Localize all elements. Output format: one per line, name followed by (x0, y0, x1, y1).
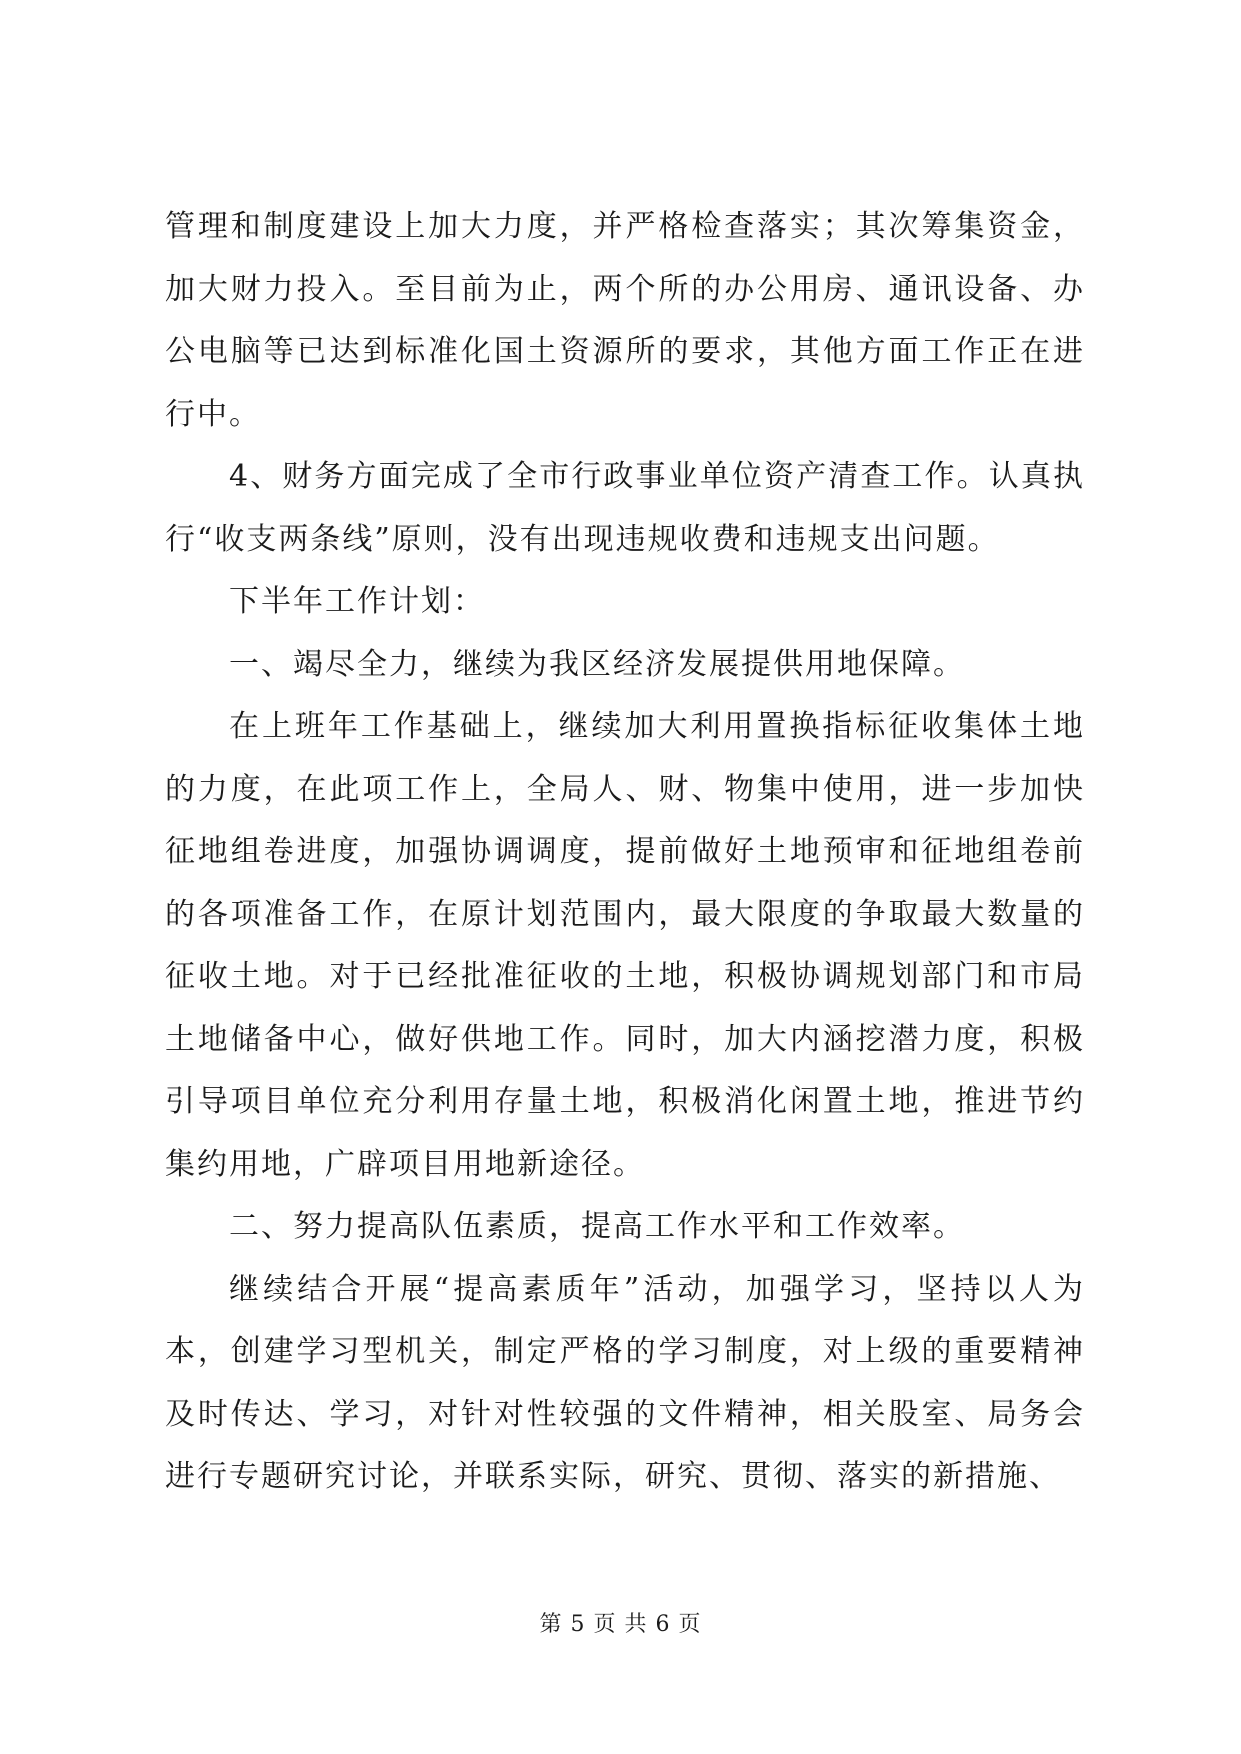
page-number-footer: 第 5 页 共 6 页 (539, 1612, 702, 1637)
paragraph-5: 在上班年工作基础上，继续加大利用置换指标征收集体土地的力度，在此项工作上，全局人、财、物集中使用，进一步加快征地组卷进度，加强协调调度，提前做好土地预审和征地组卷前的各项准备工作，在原计划范围内，最大限度的争取最大数量的征收土地。对于已经批准征收的土地，积极协调规划部门和市局土地储备中心，做好供地工作。同时，加大内涵挖潜力度，积极引导项目单位充分利用存量土地，积极消化闲置土地，推进节约集约用地，广辟项目用地新途径。 (165, 709, 1085, 1182)
section-heading-2: 二、努力提高队伍素质，提高工作水平和工作效率。 (229, 1209, 965, 1244)
paragraph-3: 下半年工作计划： (229, 584, 485, 619)
paragraph-7: 继续结合开展“提高素质年”活动，加强学习，坚持以人为本，创建学习型机关，制定严格的学习制度，对上级的重要精神及时传达、学习，对针对性较强的文件精神，相关股室、局务会进行专题研究讨论，并联系实际，研究、贯彻、落实的新措施、 (165, 1271, 1085, 1494)
section-heading-1: 一、竭尽全力，继续为我区经济发展提供用地保障。 (229, 646, 965, 682)
paragraph-2: 4、财务方面完成了全市行政事业单位资产清查工作。认真执行“收支两条线”原则，没有出现违规收费和违规支出问题。 (165, 459, 1085, 557)
document-body (165, 196, 1085, 1509)
paragraph-1: 管理和制度建设上加大力度，并严格检查落实；其次筹集资金，加大财力投入。至目前为止，两个所的办公用房、通讯设备、办公电脑等已达到标准化国土资源所的要求，其他方面工作正在进行中。 (165, 209, 1085, 432)
